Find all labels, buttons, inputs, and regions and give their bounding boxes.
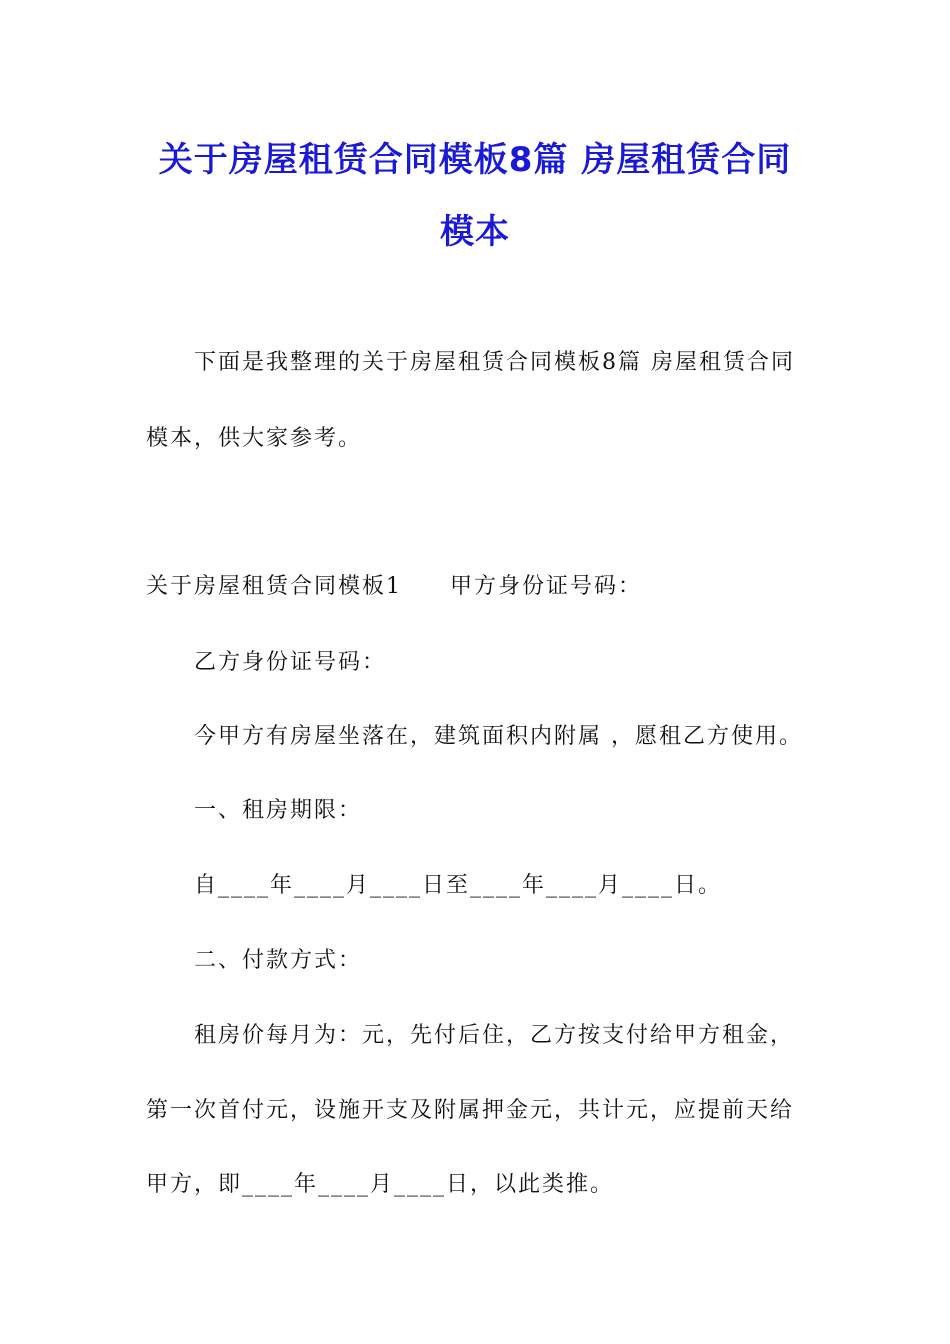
premises-paragraph: 今甲方有房屋坐落在，建筑面积内附属 ，愿租乙方使用。 — [194, 724, 803, 749]
intro-paragraph-line-2: 模本，供大家参考。 — [146, 426, 363, 451]
term-heading: 一、租房期限： — [194, 798, 363, 823]
term-dates-line: 自____年____月____日至____年____月____日。 — [194, 873, 723, 898]
document-title-line-2: 模本 — [440, 212, 510, 252]
payment-paragraph-line-2: 第一次首付元，设施开支及附属押金元，共计元，应提前天给 — [146, 1098, 795, 1123]
section-1-heading: 关于房屋租赁合同模板1 甲方身份证号码： — [146, 574, 642, 599]
payment-paragraph-line-1: 租房价每月为：元，先付后住，乙方按支付给甲方租金， — [194, 1023, 795, 1048]
party-b-id-line: 乙方身份证号码： — [194, 650, 387, 675]
payment-heading: 二、付款方式： — [194, 948, 363, 973]
payment-paragraph-line-3: 甲方，即____年____月____日，以此类推。 — [146, 1172, 615, 1197]
intro-paragraph-line-1: 下面是我整理的关于房屋租赁合同模板8篇 房屋租赁合同 — [194, 350, 795, 375]
document-title-line-1: 关于房屋租赁合同模板8篇 房屋租赁合同 — [158, 140, 792, 180]
